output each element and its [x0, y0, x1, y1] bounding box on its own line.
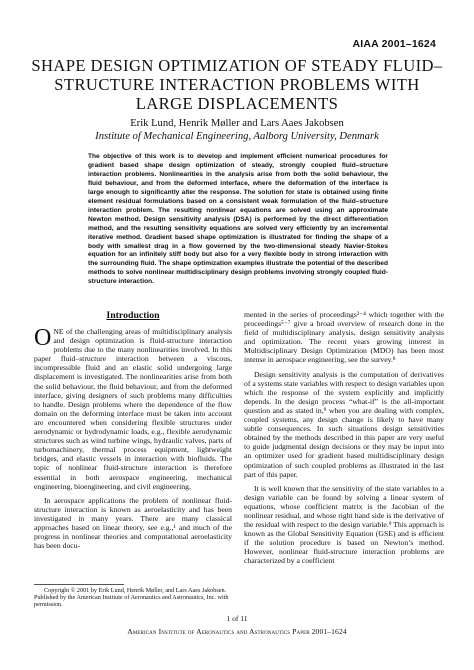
right-paragraph-3: It is well known that the sensitivity of the state variables to a design variable can be found by solving a linear system of equations, whose coefficient matrix is the Jacobian of the nonlinear residual, and whose right hand side is the derivative of the residual with respect to the design variable.⁹ This approach is known as the Global Sensitivity Equation (GSE) and is efficient if the solution procedure is based on Newton’s method. However, nonlinear fluid-structure interaction problems are characterized by a coefficient: [244, 483, 445, 566]
right-paragraph-1: mented in the series of proceedings²⁻⁴ which together with the proceedings⁵⁻⁷ give a broad overview of research done in the field of multidisciplinary analysis, design sensitivity analysis and optimization. The recent years growing interest in Multidisciplinary Design Optimization (MDO) has been most intense in aerospace engineering, see the survey.⁸: [244, 310, 444, 365]
footnote-divider: [34, 584, 124, 585]
intro-paragraph-1-text: NE of the challenging areas of multidisciplinary analysis and design optimization is fluid-structure interaction problems due to the many nonlinearities involved. In this paper fluid–structure interaction between a viscous, incompressible fluid and an elastic solid undergoing large displacement is investigated. The nonlinearities arise from both the solid behaviour, the fluid behaviour, and from the deformed interface, giving designers of such problems many difficulties to handle. Design problems where the dependence of the flow domain on the deforming interface must be taken into account are encountered when considering flexible structures under aerodynamic or hydrodynamic loads, e.g., flexible aerodynamic structures such as wind turbine wings, hydraulic valves, parts of turbomachinery, thermal process equipment, lightweight bridges, and elastic vessels in interaction with biofluids. The topic of nonlinear fluid-structure interaction is therefore essential in both aerospace engineering, mechanical engineering, bioengineering, and civil engineering.: [34, 327, 232, 491]
right-paragraph-2: Design sensitivity analysis is the computation of derivatives of a systems state variables with respect to design variables upon which the response of the system explicitly and implicitly depends. In the design process “what-if” is the all-important question and as stated in,⁹ when you are dealing with complex, coupled systems, any design change is likely to have many subtle consequences. In such situations design sensitivities obtained by the methods described in this paper are very useful to guide judgmental design decisions or they may be input into an optimizer used for gradient based multidisciplinary design optimization of such coupled problems as illustrated in the last part of this paper.: [244, 369, 444, 479]
abstract: The objective of this work is to develop and implement efficient numerical procedures for gradient based shape design optimization of steady, strongly coupled fluid–structure interaction problems. Nonlinearities in the analysis arise from both the solid behaviour, the fluid behaviour, and from the deformed interface, where the deformation of the interface is large enough to significantly alter the response. The solution for state is obtained using finite element residual formulations based on a consistent weak formulation of the fluid–structure interaction problem. The resulting nonlinear equations are solved using an approximate Newton method. Design sensitivity analysis (DSA) is performed by the direct differentiation method, and the resulting sensitivity equations are solved very efficiently by an incremental iterative method. Gradient based shape optimization is illustrated for finding the shape of a body with smallest drag in a flow governed by the two-dimensional steady Navier-Stokes equation for an infinitely stiff body but also for a very flexible body in strong interaction with the surrounding fluid. The shape optimization examples illustrate the potential of the described methods to solve nonlinear multidisciplinary design problems involving strongly coupled fluid-structure interaction.: [88, 153, 388, 286]
intro-paragraph-2: In aerospace applications the problem of nonlinear fluid-structure interaction is known as aeroelasticity and has been investigated in many years. There are many classical approaches based on linear theory, see e.g.,¹ and much of the progress in nonlinear theories and computational aeroelasticity has been docu-: [34, 495, 232, 551]
running-footer: American Institute of Aeronautics and Astronautics Paper 2001–1624: [127, 627, 347, 636]
paper-id: AIAA 2001–1624: [352, 38, 436, 50]
drop-cap: O: [34, 325, 52, 351]
page-number: 1 of 11: [226, 614, 248, 623]
right-column: [244, 310, 444, 571]
paper-title: SHAPE DESIGN OPTIMIZATION OF STEADY FLUID–STRUCTURE INTERACTION PROBLEMS WITH LARGE DISPLACEMENTS: [31, 56, 443, 113]
left-column: [34, 310, 232, 555]
affiliation: Institute of Mechanical Engineering, Aalborg University, Denmark: [95, 131, 379, 142]
author-list: Erik Lund, Henrik Møller and Lars Aaes Jakobsen: [130, 118, 344, 129]
section-heading-introduction: Introduction: [106, 310, 160, 321]
intro-paragraph-1: [34, 327, 232, 491]
copyright-footnote: Copyright © 2001 by Erik Lund, Henrik Møller, and Lars Aaes Jakobsen. Published by the American Institute of Aeronautics and Astronautics, Inc. with permission.: [34, 587, 229, 609]
